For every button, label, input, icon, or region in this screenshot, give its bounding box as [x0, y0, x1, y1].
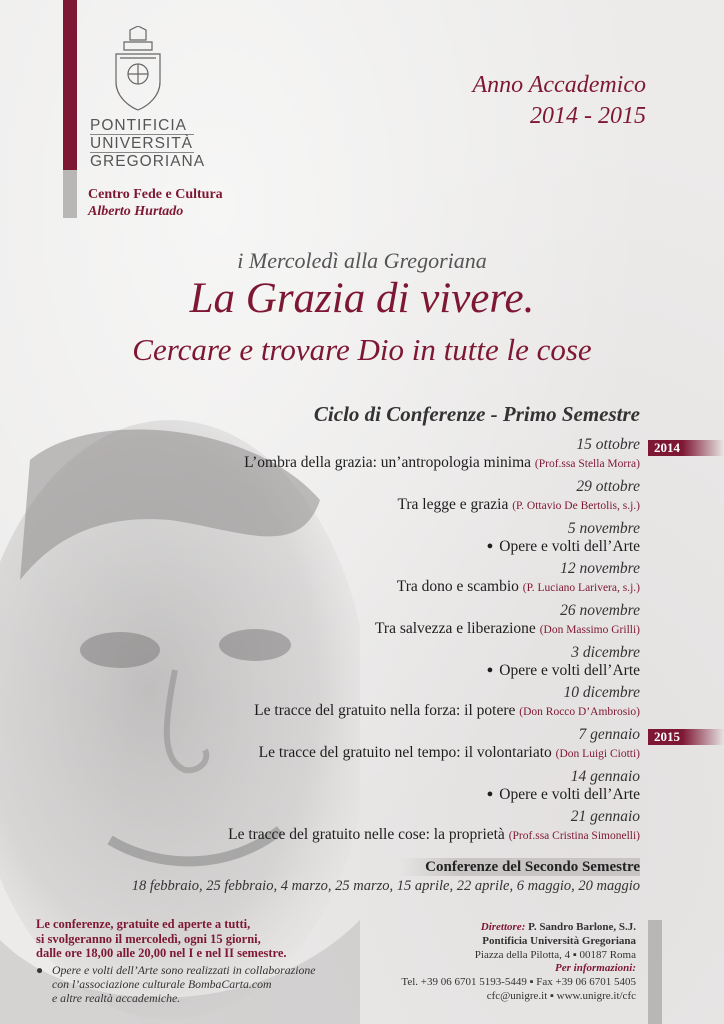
- entry-speaker: (Prof.ssa Cristina Simonelli): [508, 830, 640, 842]
- notice-text: [36, 917, 287, 961]
- academic-year-value: 2014 - 2015: [530, 103, 646, 129]
- contact-block: [401, 921, 636, 1004]
- entry-date: 5 novembre: [567, 520, 640, 537]
- address: Piazza della Pilotta, 4 ▪ 00187 Roma: [474, 948, 636, 961]
- entry-title: Opere e volti dell’Arte: [499, 786, 640, 803]
- director-name: P. Sandro Barlone, S.J.: [528, 921, 636, 933]
- schedule-entry: [120, 684, 640, 722]
- entry-title: Le tracce del gratuito nella forza: il potere: [254, 702, 516, 719]
- schedule-entry: [120, 478, 640, 516]
- secondo-dates: 18 febbraio, 25 febbraio, 4 marzo, 25 marzo, 15 aprile, 22 aprile, 6 maggio, 20 maggio: [131, 878, 640, 894]
- entry-title: Opere e volti dell’Arte: [499, 662, 640, 679]
- entry-speaker: (P. Luciano Larivera, s.j.): [522, 582, 640, 594]
- schedule-entry: [120, 520, 640, 556]
- bullet-icon: ●: [36, 963, 44, 977]
- entry-talk: [120, 825, 640, 846]
- schedule-entry: [120, 602, 640, 640]
- centro-line1: Centro Fede e Cultura: [88, 187, 223, 202]
- entry-talk: [120, 495, 640, 516]
- phone-fax: Tel. +39 06 6701 5193-5449 ▪ Fax +39 06 6701 5405: [401, 976, 636, 989]
- institution-name: Pontificia Università Gregoriana: [482, 934, 636, 947]
- notice-line: Le conferenze, gratuite ed aperte a tutti,: [36, 917, 251, 931]
- director-line: [401, 921, 636, 935]
- schedule-entry: [120, 768, 640, 804]
- series-subtitle: i Mercoledì alla Gregoriana: [237, 248, 487, 273]
- secondo-heading: [400, 858, 640, 876]
- notice-line: dalle ore 18,00 alle 20,00 nel I e nel II semestre.: [36, 946, 287, 960]
- entry-talk: [120, 537, 640, 556]
- university-crest-icon: [108, 26, 168, 112]
- web-contact[interactable]: cfc@unigre.it ▪ www.unigre.it/cfc: [486, 989, 636, 1002]
- entry-talk: [120, 743, 640, 764]
- entry-date: 26 novembre: [560, 602, 640, 619]
- university-name: [90, 117, 206, 171]
- page-title: La Grazia di vivere.: [189, 275, 535, 322]
- schedule-entry: [120, 644, 640, 680]
- university-name-line: UNIVERSITÀ: [90, 135, 194, 152]
- schedule-entry: [120, 726, 640, 764]
- schedule-list: [120, 436, 640, 850]
- ciclo-heading: Ciclo di Conferenze - Primo Semestre: [313, 402, 640, 426]
- entry-date: 3 dicembre: [571, 644, 640, 661]
- footnote-line: Opere e volti dell’Arte sono realizzati in collaborazione: [52, 963, 316, 977]
- entry-talk: [120, 619, 640, 640]
- bullet-icon: ●: [486, 540, 494, 552]
- accent-bar-red: [63, 0, 77, 170]
- entry-date: 29 ottobre: [576, 478, 640, 495]
- entry-date: 12 novembre: [560, 560, 640, 577]
- info-label: Per informazioni:: [555, 962, 636, 975]
- bullet-icon: ●: [486, 788, 494, 800]
- entry-speaker: (Don Luigi Ciotti): [555, 748, 640, 760]
- entry-title: Tra dono e scambio: [396, 578, 519, 595]
- entry-talk: [120, 577, 640, 598]
- university-name-line: PONTIFICIA: [90, 118, 194, 135]
- entry-title: Opere e volti dell’Arte: [499, 538, 640, 555]
- university-name-line: GREGORIANA: [90, 153, 206, 170]
- footnote-line: e altre realtà accademiche.: [52, 991, 181, 1005]
- entry-talk: [120, 701, 640, 722]
- entry-date: 10 dicembre: [563, 684, 640, 701]
- entry-date: 15 ottobre: [576, 436, 640, 453]
- entry-speaker: (Prof.ssa Stella Morra): [534, 458, 640, 470]
- academic-year: [473, 70, 647, 132]
- secondo-heading-label: Conferenze del Secondo Semestre: [425, 859, 640, 875]
- academic-year-label: Anno Accademico: [472, 72, 646, 98]
- centro-name: [88, 186, 223, 220]
- entry-date: 21 gennaio: [570, 808, 640, 825]
- accent-bar-gray: [63, 170, 77, 218]
- schedule-entry: [120, 560, 640, 598]
- entry-talk: [120, 785, 640, 804]
- entry-speaker: (Don Rocco D’Ambrosio): [519, 706, 640, 718]
- entry-date: 14 gennaio: [570, 768, 640, 785]
- year-badge-2014: 2014: [648, 440, 724, 456]
- entry-title: Tra legge e grazia: [397, 496, 509, 513]
- entry-speaker: (Don Massimo Grilli): [539, 624, 640, 636]
- schedule-entry: [120, 808, 640, 846]
- entry-title: Le tracce del gratuito nel tempo: il volontariato: [258, 744, 552, 761]
- bullet-icon: ●: [486, 664, 494, 676]
- notice-line: si svolgeranno il mercoledì, ogni 15 giorni,: [36, 931, 261, 946]
- footnote: [36, 963, 316, 1005]
- entry-speaker: (P. Ottavio De Bertolis, s.j.): [512, 500, 640, 512]
- director-label: Direttore:: [480, 921, 526, 933]
- centro-line2: Alberto Hurtado: [88, 204, 184, 219]
- entry-date: 7 gennaio: [578, 726, 640, 743]
- year-badge-2015: 2015: [648, 729, 724, 745]
- entry-title: L’ombra della grazia: un’antropologia minima: [244, 454, 532, 471]
- entry-title: Le tracce del gratuito nelle cose: la proprietà: [228, 826, 505, 843]
- page-subtitle: Cercare e trovare Dio in tutte le cose: [132, 332, 592, 367]
- entry-talk: [120, 661, 640, 680]
- entry-title: Tra salvezza e liberazione: [375, 620, 536, 637]
- accent-bar-gray-bottom: [648, 920, 662, 1024]
- footnote-line: con l’associazione culturale BombaCarta.com: [52, 977, 272, 991]
- entry-talk: [120, 453, 640, 474]
- schedule-entry: [120, 436, 640, 474]
